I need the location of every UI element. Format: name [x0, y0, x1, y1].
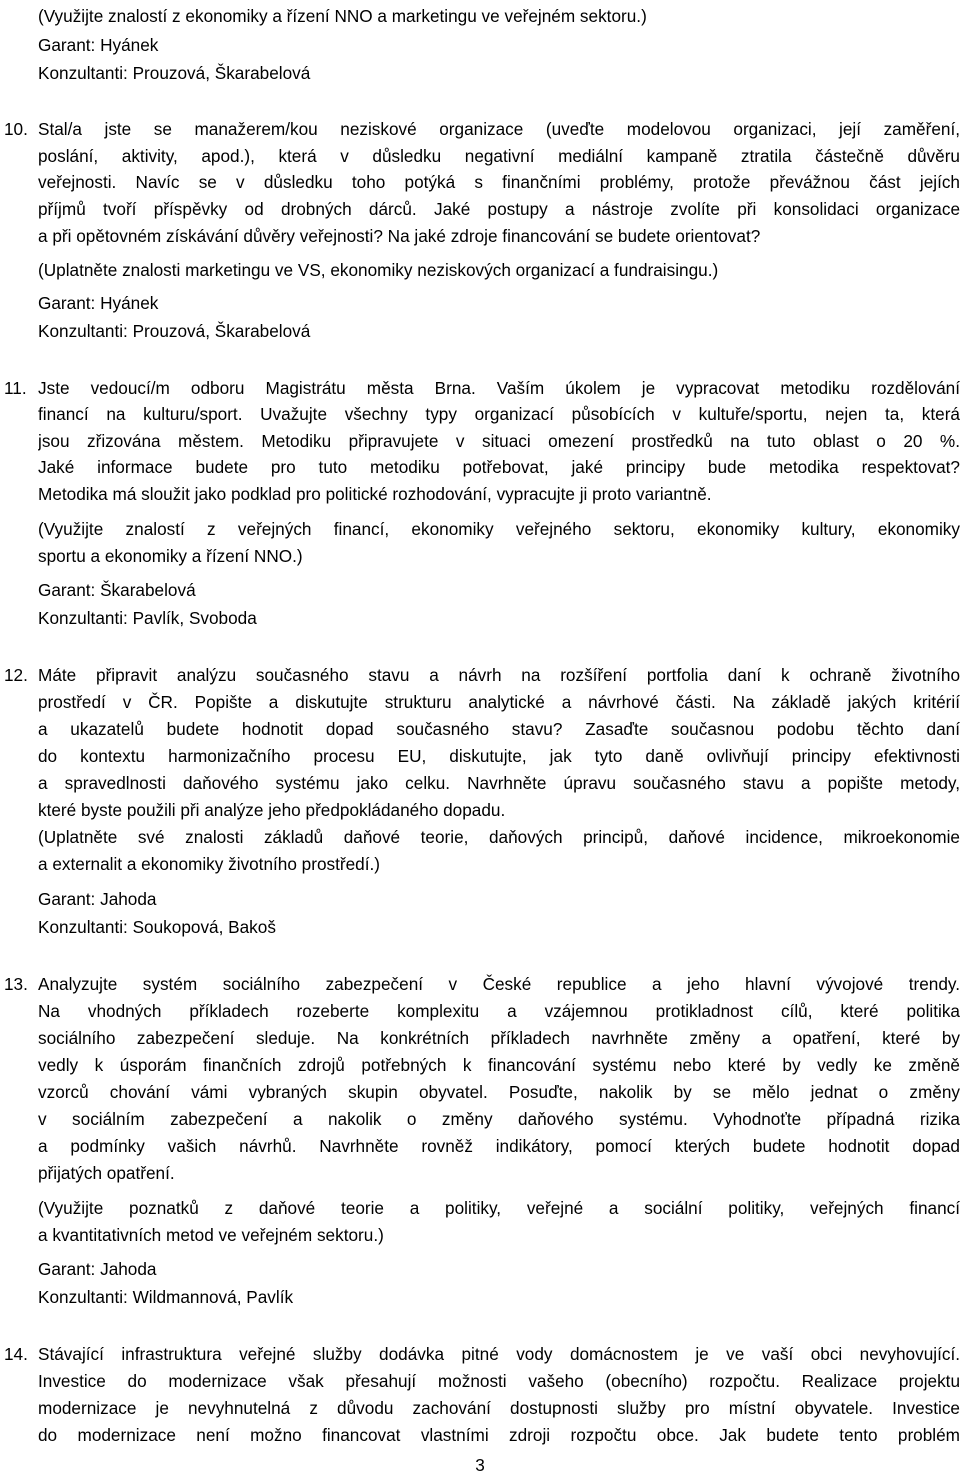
item-11-line: Jaké informace budete pro tuto metodiku potřebovat, jaké principy bude metodika respektovat?	[38, 457, 960, 477]
garant-line: Garant: Škarabelová	[38, 580, 196, 600]
item-14-line: modernizace je nevyhnutelná z důvodu zachování dostupnosti služby pro místní obyvatele. Investice	[38, 1398, 960, 1418]
item-14-line: Investice do modernizace však přesahují možnosti vašeho (obecního) rozpočtu. Realizace projektu	[38, 1371, 960, 1391]
item-11-line: (Využijte znalostí z veřejných financí, ekonomiky veřejného sektoru, ekonomiky kultury, ekonomiky	[38, 519, 960, 539]
item-13-line: a podmínky vašich návrhů. Navrhněte rovněž indikátory, pomocí kterých budete hodnotit dopad	[38, 1136, 960, 1156]
item-11-line: jsou zřizována městem. Metodiku připravujete v situaci omezení prostředků na tuto oblast o 20 %.	[38, 431, 960, 451]
item-10-line: poslání, aktivity, apod.), která v důsledku negativní mediální kampaně ztratila částečně důvěru	[38, 146, 960, 166]
item-12-line: (Uplatněte své znalosti základů daňové teorie, daňových principů, daňové incidence, mikroekonomie	[38, 827, 960, 847]
page-number: 3	[475, 1455, 485, 1475]
item-11-line: Jste vedoucí/m odboru Magistrátu města Brna. Vaším úkolem je vypracovat metodiku rozdělování	[38, 378, 960, 398]
item-10-line: veřejnosti. Navíc se v důsledku toho potýká s finančními problémy, protože převážnou část jejích	[38, 172, 960, 192]
item-13-line: vzorců chování vámi vybraných skupin obyvatel. Posuďte, nakolik by se mělo jednat o změny	[38, 1082, 960, 1102]
item-number: 13.	[4, 974, 28, 994]
item-12-line: prostředí v ČR. Popište a diskutujte strukturu analytické a návrhové části. Na základě jakých kritérií	[38, 692, 960, 712]
intro-line: (Využijte znalostí z ekonomiky a řízení NNO a marketingu ve veřejném sektoru.)	[38, 6, 647, 26]
garant-line: Garant: Hyánek	[38, 35, 159, 55]
item-10-line: Stal/a jste se manažerem/kou neziskové organizace (uveďte modelovou organizaci, její zaměření,	[38, 119, 960, 139]
item-13-line: přijatých opatření.	[38, 1163, 175, 1183]
konzultanti-line: Konzultanti: Wildmannová, Pavlík	[38, 1287, 294, 1307]
item-13-line: (Využijte poznatků z daňové teorie a politiky, veřejné a sociální politiky, veřejných financí	[38, 1198, 960, 1218]
item-number: 12.	[4, 665, 28, 685]
item-11-line: financí na kulturu/sport. Uvažujte všechny typy organizací působících v kultuře/sportu, nejen ta, která	[38, 404, 960, 424]
item-number: 11.	[4, 378, 27, 398]
item-12-line: které byste použili při analýze jeho předpokládaného dopadu.	[38, 800, 506, 820]
konzultanti-line: Konzultanti: Pavlík, Svoboda	[38, 608, 257, 628]
konzultanti-line: Konzultanti: Prouzová, Škarabelová	[38, 63, 311, 83]
item-12-line: do kontextu harmonizačního procesu EU, diskutujte, jak tyto daně ovlivňují principy efektivnosti	[38, 746, 960, 766]
item-10-line: (Uplatněte znalosti marketingu ve VS, ekonomiky neziskových organizací a fundraisingu.)	[38, 260, 719, 280]
item-13-line: Analyzujte systém sociálního zabezpečení v České republice a jeho hlavní vývojové trendy.	[38, 974, 960, 994]
item-12-line: a externalit a ekonomiky životního prostředí.)	[38, 854, 381, 874]
item-12-line: a ukazatelů budete hodnotit dopad současného stavu? Zasaďte současnou podobu těchto daní	[38, 719, 960, 739]
item-11-line: sportu a ekonomiky a řízení NNO.)	[38, 546, 303, 566]
item-13-line: vedly k úsporám finančních zdrojů potřebných k financování systému nebo které by vedly ke změně	[38, 1055, 960, 1075]
item-13-line: Na vhodných příkladech rozeberte komplexitu a vzájemnou protikladnost cílů, které politika	[38, 1001, 960, 1021]
item-13-line: v sociálním zabezpečení a nakolik o změny daňového systému. Vyhodnoťte případná rizika	[38, 1109, 960, 1129]
item-12-line: Máte připravit analýzu současného stavu a návrh na rozšíření portfolia daní k ochraně životního	[38, 665, 960, 685]
garant-line: Garant: Hyánek	[38, 293, 159, 313]
item-number: 10.	[4, 119, 28, 139]
item-14-line: Stávající infrastruktura veřejné služby dodávka pitné vody domácnostem je ve vaší obci nevyhovující.	[38, 1344, 960, 1364]
item-number: 14.	[4, 1344, 28, 1364]
item-12-line: a spravedlnosti daňového systému jako celku. Navrhněte úpravu současného stavu a popište metody,	[38, 773, 960, 793]
item-10-line: příjmů tvoří příspěvky od drobných dárců. Jaké postupy a nástroje zvolíte při konsolidaci organizace	[38, 199, 960, 219]
item-10-line: a při opětovném získávání důvěry veřejnosti? Na jaké zdroje financování se budete orientovat?	[38, 226, 761, 246]
konzultanti-line: Konzultanti: Prouzová, Škarabelová	[38, 321, 311, 341]
garant-line: Garant: Jahoda	[38, 1259, 157, 1279]
item-14-line: do modernizace není možno financovat vlastními zdroji rozpočtu obce. Jak budete tento problém	[38, 1425, 960, 1445]
item-11-line: Metodika má sloužit jako podklad pro politické rozhodování, vypracujte ji proto variantně.	[38, 484, 712, 504]
item-13-line: a kvantitativních metod ve veřejném sektoru.)	[38, 1225, 384, 1245]
konzultanti-line: Konzultanti: Soukopová, Bakoš	[38, 917, 276, 937]
item-13-line: sociálního zabezpečení sleduje. Na konkrétních příkladech navrhněte změny a opatření, které by	[38, 1028, 960, 1048]
garant-line: Garant: Jahoda	[38, 889, 157, 909]
